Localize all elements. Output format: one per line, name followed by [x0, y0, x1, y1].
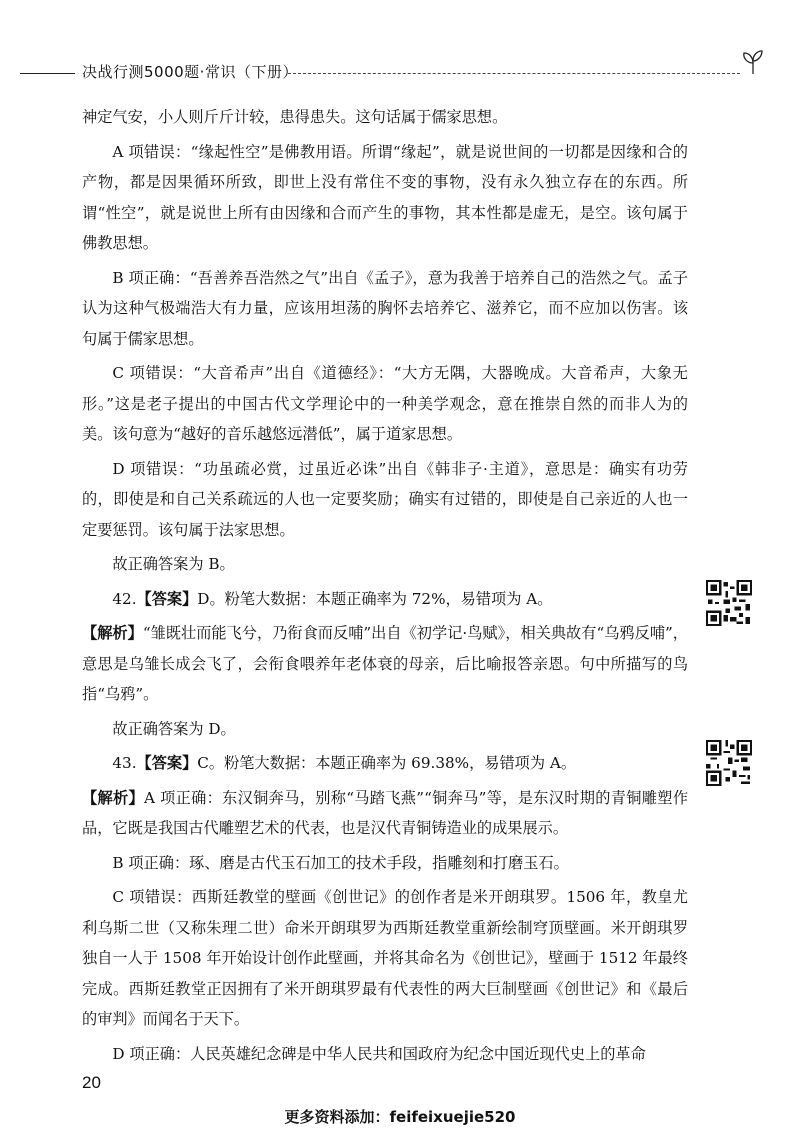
question-number: 42. [112, 589, 137, 608]
analysis-text: A 项正确：东汉铜奔马，别称“马踏飞燕”“铜奔马”等，是东汉时期的青铜雕塑作品，它既是我国古代雕塑艺术的代表，也是汉代青铜铸造业的成果展示。 [82, 788, 689, 837]
sprout-icon [738, 46, 768, 76]
question-43-answer [82, 748, 688, 779]
footer-note: 更多资料添加：feifeixuejie520 [284, 1108, 516, 1126]
qr-code-icon[interactable] [706, 580, 752, 626]
answer-tag: 【答案】 [136, 754, 198, 772]
page-number: 20 [82, 1073, 101, 1092]
paragraph: B 项正确：琢、磨是古代玉石加工的技术手段，指雕刻和打磨玉石。 [112, 853, 569, 872]
analysis-tag: 【解析】 [82, 624, 143, 642]
header-title: 决战行测5000题·常识（下册） [82, 63, 298, 81]
page-body [82, 102, 688, 1069]
question-42-analysis [82, 618, 688, 710]
answer-text: D。粉笔大数据：本题正确率为 72%，易错项为 A。 [197, 589, 553, 608]
question-42-conclusion: 故正确答案为 D。 [112, 719, 236, 738]
answer-text: C。粉笔大数据：本题正确率为 69.38%，易错项为 A。 [197, 754, 577, 772]
qr-code-icon[interactable] [706, 740, 752, 786]
analysis-tag: 【解析】 [82, 788, 145, 807]
paragraph: D 项正确：人民英雄纪念碑是中华人民共和国政府为纪念中国近现代史上的革命 [112, 1044, 646, 1063]
paragraph: D 项错误：“功虽疏必赏，过虽近必诛”出自《韩非子·主道》，意思是：确实有功劳的，即使是和自己关系疏远的人也一定要奖励；确实有过错的，即使是自己亲近的人也一定要惩罚。该句属于法家思想。 [82, 459, 688, 539]
header-rule-left [20, 73, 75, 74]
analysis-text: “雏既壮而能飞兮，乃衔食而反哺”出自《初学记·鸟赋》，相关典故有“乌鸦反哺”，意思是乌雏长成会飞了，会衔食喂养年老体衰的母亲，后比喻报答亲恩。句中所描写的鸟指“乌鸦”。 [82, 624, 688, 703]
question-number: 43. [112, 754, 137, 772]
answer-tag: 【答案】 [136, 589, 198, 608]
paragraph: C 项错误：“大音希声”出自《道德经》：“大方无隅，大器晚成。大音希声，大象无形。”这是老子提出的中国古代文学理论中的一种美学观念，意在推崇自然的而非人为的美。该句意为“越好的音乐越悠远潜低”，属于道家思想。 [82, 364, 688, 443]
paragraph: C 项错误：西斯廷教堂的壁画《创世记》的创作者是米开朗琪罗。1506 年，教皇尤利乌斯二世（又称朱理二世）命米开朗琪罗为西斯廷教堂重新绘制穹顶壁画。米开朗琪罗独自一人于 1508 年开始设计创作此壁画，并将其命名为《创世记》，壁画于 1512 年最终完成。西斯廷教堂正因拥有了米开朗琪罗最有代表性的两大巨制壁画《创世记》和《最后的审判》而闻名于天下。 [82, 888, 688, 1028]
paragraph: 故正确答案为 B。 [112, 555, 235, 573]
question-42-answer [82, 584, 688, 615]
paragraph: A 项错误：“缘起性空”是佛教用语。所谓“缘起”，就是说世间的一切都是因缘和合的产物，都是因果循环所致，即世上没有常住不变的事物，没有永久独立存在的东西。所谓“性空”，就是说世上所有由因缘和合而产生的事物，其本性都是虚无，是空。该句属于佛教思想。 [82, 142, 688, 252]
header-rule-right [288, 73, 740, 74]
paragraph: B 项正确：“吾善养吾浩然之气”出自《孟子》，意为我善于培养自己的浩然之气。孟子认为这种气极端浩大有力量，应该用坦荡的胸怀去培养它、滋养它，而不应加以伤害。该句属于儒家思想。 [82, 268, 688, 348]
paragraph: 神定气安，小人则斤斤计较，患得患失。这句话属于儒家思想。 [82, 108, 508, 126]
running-header [20, 58, 760, 88]
question-43-analysis [82, 783, 688, 844]
